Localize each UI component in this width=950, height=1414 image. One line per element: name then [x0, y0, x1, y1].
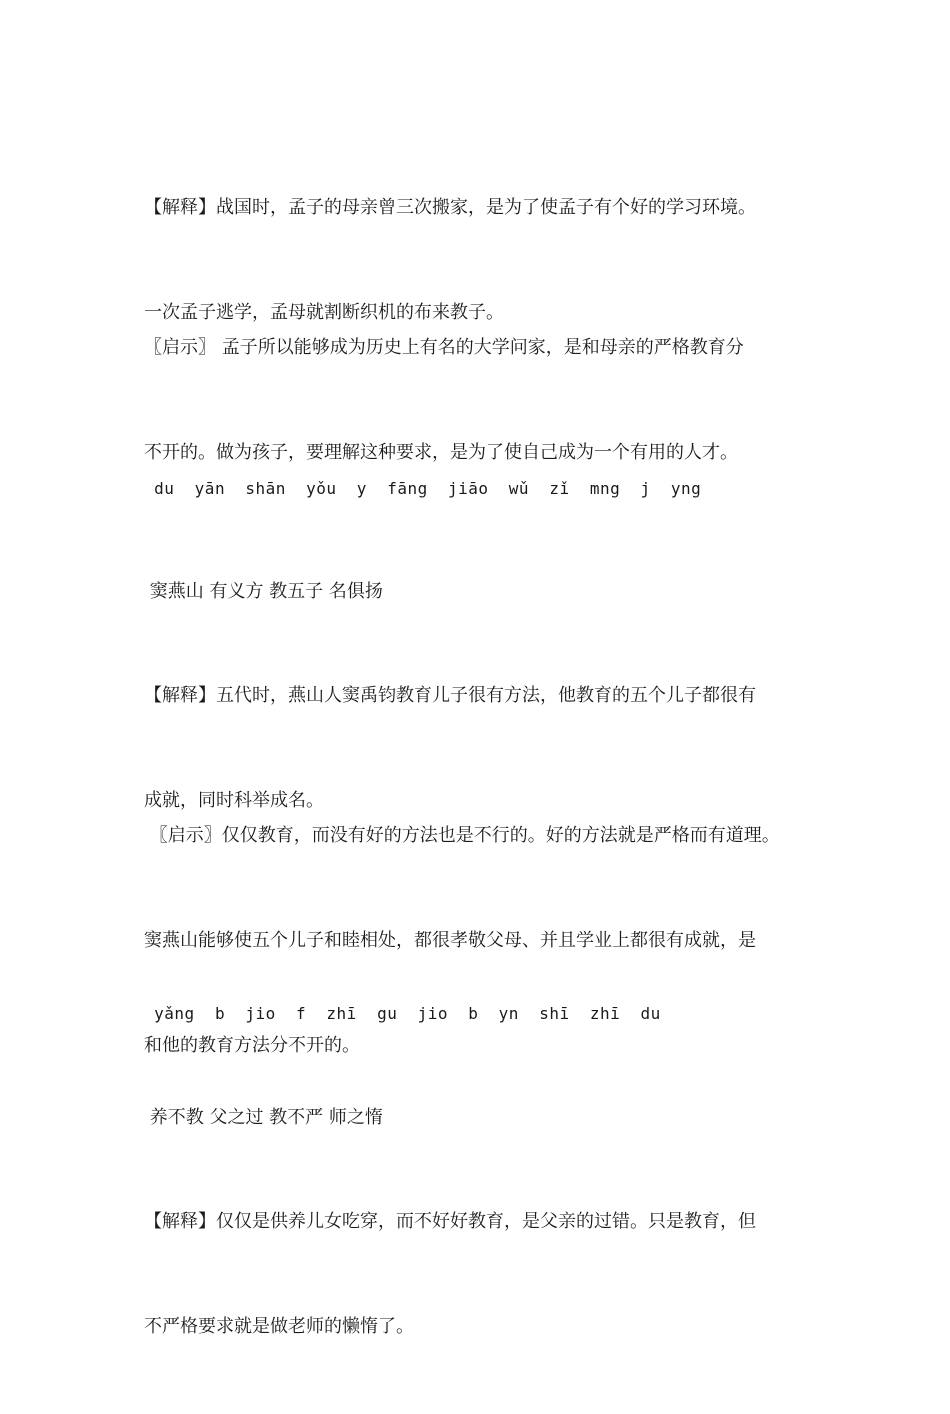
text-line: 【解释】五代时，燕山人窦禹钧教育儿子很有方法，他教育的五个儿子都很有 [144, 685, 756, 706]
text-line: 成就，同时科举成名。 [144, 790, 324, 811]
text-line: 和他的教育方法分不开的。 [144, 1035, 360, 1056]
verse-text: 养不教 父之过 教不严 师之惰 [144, 1107, 383, 1128]
text-line: 不开的。做为孩子，要理解这种要求，是为了使自己成为一个有用的人才。 [144, 442, 738, 463]
text-line: 【解释】战国时，孟子的母亲曾三次搬家，是为了使孟子有个好的学习环境。 [144, 197, 756, 218]
text-line: 〖启示〗 孟子所以能够成为历史上有名的大学问家，是和母亲的严格教育分 [144, 337, 744, 358]
text-line: 不严格要求就是做老师的懒惰了。 [144, 1316, 414, 1337]
pinyin-text: du yān shān yǒu y fāng jiāo wǔ zǐ mng j yng [144, 479, 702, 498]
text-line: 〖启示〗仅仅教育，而没有好的方法也是不行的。好的方法就是严格而有道理。 [144, 825, 780, 846]
explanation-yang-bu-jiao [144, 1134, 824, 1414]
text-line: 一次孟子逃学，孟母就割断织机的布来教子。 [144, 302, 504, 323]
text-line: 窦燕山能够使五个儿子和睦相处，都很孝敬父母、并且学业上都很有成就，是 [144, 930, 756, 951]
text-line: 【解释】仅仅是供养儿女吃穿，而不好好教育，是父亲的过错。只是教育，但 [144, 1211, 756, 1232]
pinyin-text: yǎng b jio f zhī gu jio b yn shī zhī du [144, 1004, 661, 1023]
verse-text: 窦燕山 有义方 教五子 名俱扬 [144, 581, 383, 602]
